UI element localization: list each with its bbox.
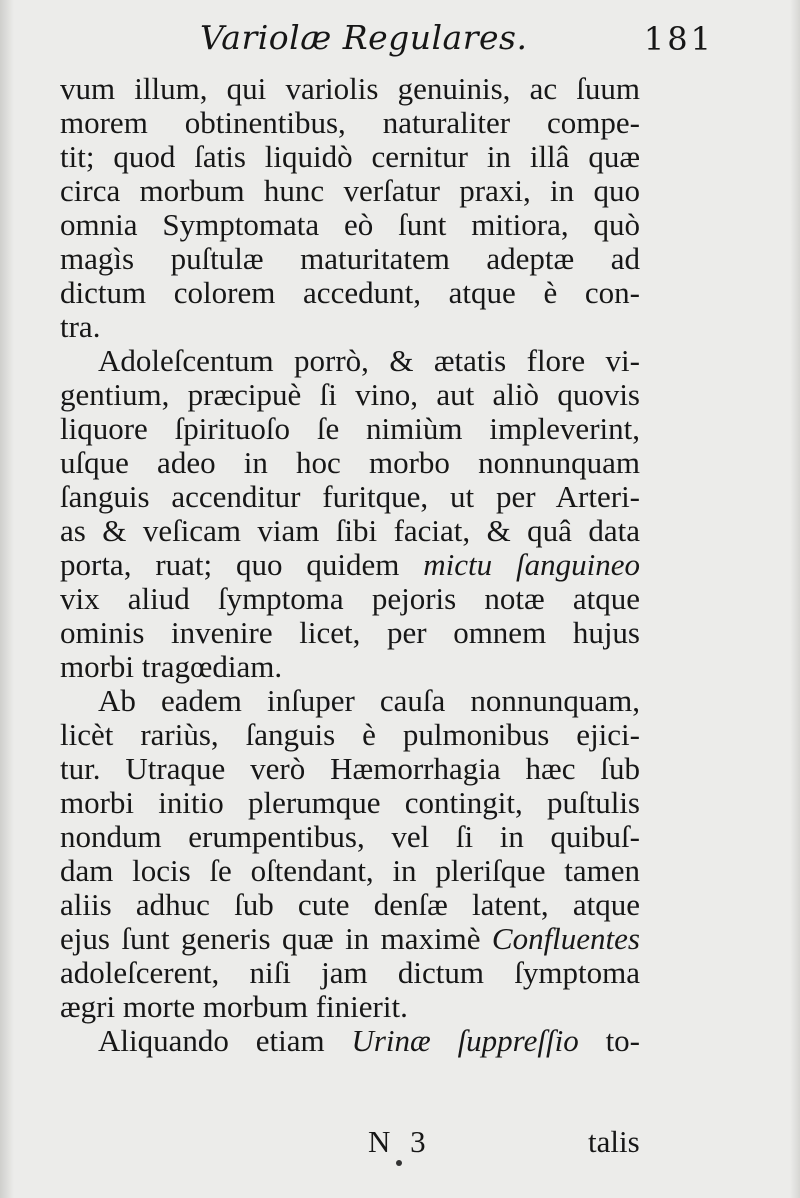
text-line: ſanguis accenditur furitque, ut per Arteri- [60,479,640,514]
text-line: vum illum, qui variolis genuinis, ac ſuum [60,71,640,106]
text-line: circa morbum hunc verſatur praxi, in quo [60,173,640,208]
page-number: 181 [643,20,714,58]
text-line: ominis invenire licet, per omnem hujus [60,615,640,650]
catchword: talis [588,1124,640,1159]
text-line: nondum erumpentibus, vel ſi in quibuſ- [60,819,640,854]
text-line [60,922,640,956]
text-segment: to- [578,1023,641,1058]
text-line: morem obtinentibus, naturaliter compe- [60,105,640,140]
text-segment: Aliquando etiam [98,1023,352,1058]
text-line [60,548,640,582]
text-line: as & veſicam viam ſibi faciat, & quâ data [60,513,640,548]
text-segment: ejus ſunt generis quæ in maximè [60,921,492,956]
text-line [60,1024,640,1058]
text-line: vix aliud ſymptoma pejoris notæ atque [60,581,640,616]
text-line: adoleſcerent, niſi jam dictum ſymptoma [60,955,640,990]
text-line: dam locis ſe oſtendant, in pleriſque tamen [60,853,640,888]
text-segment: porta, ruat; quo quidem [60,547,424,582]
paragraph [60,1024,640,1058]
text-line: licèt rariùs, ſanguis è pulmonibus ejici- [60,717,640,752]
text-line: magìs puſtulæ maturitatem adeptæ ad [60,241,640,276]
text-line: aliis adhuc ſub cute denſæ latent, atque [60,887,640,922]
text-line: morbi tragœdiam. [60,649,283,684]
page-header [0,14,800,64]
body-text [60,72,640,1058]
text-line: tra. [60,309,101,344]
text-line: uſque adeo in hoc morbo nonnunquam [60,445,640,480]
text-line: dictum colorem accedunt, atque è con- [60,275,640,310]
text-line: liquore ſpirituoſo ſe nimiùm impleverint, [60,411,640,446]
paragraph [60,344,640,684]
page-footer [0,1124,800,1164]
running-title: Variolæ Regulares. [200,18,528,57]
text-line: omnia Symptomata eò ſunt mitiora, quò [60,207,640,242]
text-line: Adoleſcentum porrò, & ætatis flore vi- [98,343,640,378]
italic-term: Confluentes [491,921,640,956]
text-line: ægri morte morbum finierit. [60,989,408,1024]
italic-term: Urinæ ſuppreſſio [351,1023,579,1058]
text-line: morbi initio plerumque contingit, puſtulis [60,785,640,820]
italic-term: mictu ſanguineo [423,547,641,582]
ink-speck [396,1160,402,1166]
text-line: Ab eadem inſuper cauſa nonnunquam, [98,683,640,718]
text-line: tur. Utraque verò Hæmorrhagia hæc ſub [60,751,640,786]
paragraph [60,72,640,344]
signature-mark: N 3 [368,1124,432,1159]
text-line: gentium, præcipuè ſi vino, aut aliò quovis [60,377,640,412]
text-line: tit; quod ſatis liquidò cernitur in illâ quæ [60,139,640,174]
paragraph [60,684,640,1024]
